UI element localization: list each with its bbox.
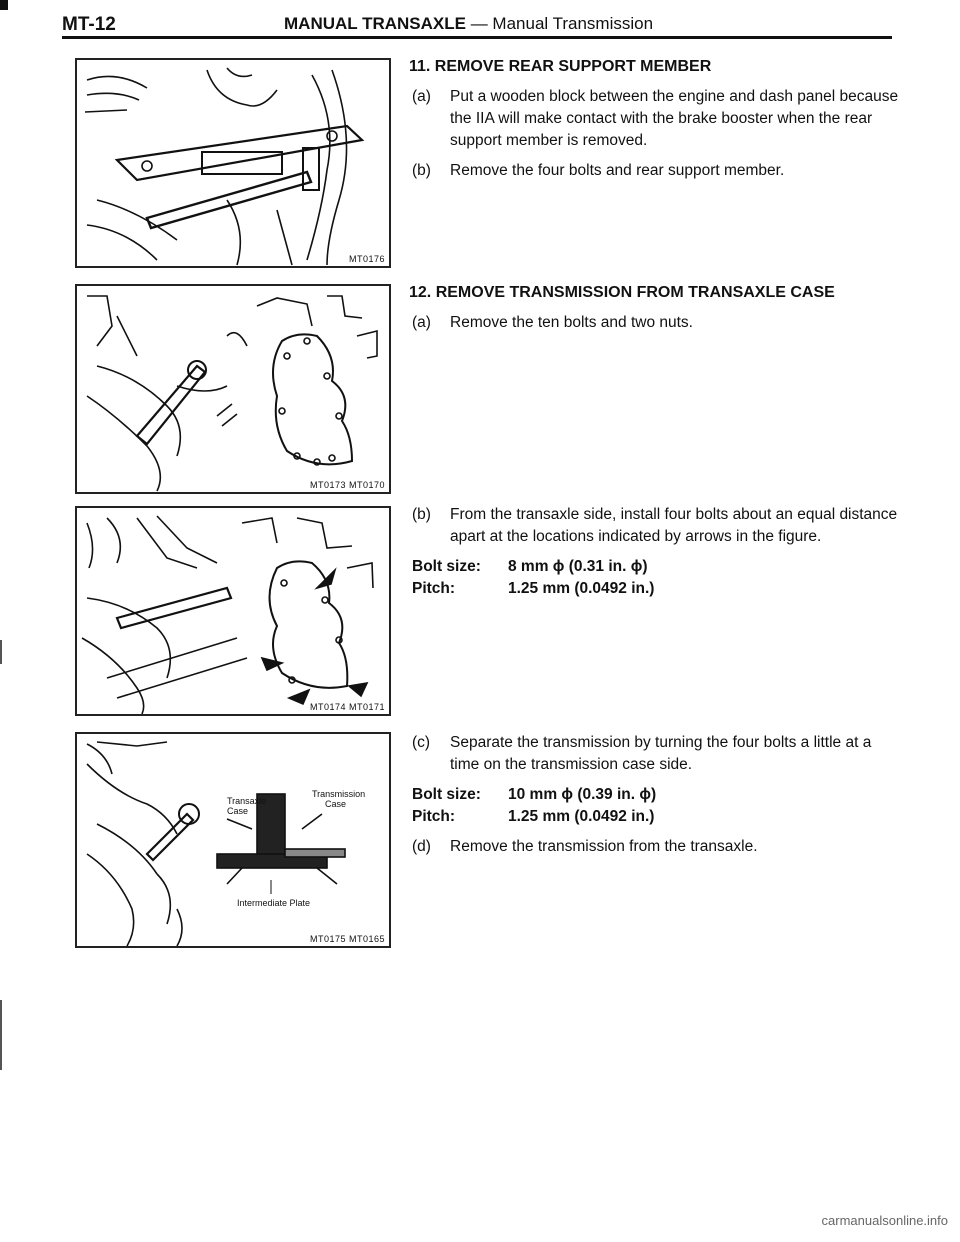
page-code: MT-12 xyxy=(62,14,116,35)
scan-edge-mark xyxy=(0,1000,2,1070)
spec-key: Pitch: xyxy=(412,808,456,825)
illustration-bolt-locations xyxy=(77,508,389,714)
label-case-left: Case xyxy=(227,806,249,816)
figure-remove-bolts xyxy=(75,284,391,494)
item-text: Separate the transmission by turning the four bolts a little at a time on the transmission case side. xyxy=(450,734,872,773)
chapter-title xyxy=(284,14,653,34)
label-case-right: Case xyxy=(325,799,347,809)
spec-value: 1.25 mm (0.0492 in.) xyxy=(508,808,655,825)
step-11-b xyxy=(412,160,902,182)
item-label: (a) xyxy=(412,314,431,331)
label-transaxle: Transaxle xyxy=(227,796,267,806)
item-text: Put a wooden block between the engine and dash panel because the IIA will make contact with the brake booster when the rear support member is removed. xyxy=(450,88,899,149)
step-12 xyxy=(409,282,902,334)
item-label: (c) xyxy=(412,734,431,751)
spec-key: Pitch: xyxy=(412,580,456,597)
spec-key: Bolt size: xyxy=(412,558,481,575)
header-rule xyxy=(62,36,892,39)
item-label: (a) xyxy=(412,88,431,105)
figure-install-bolts xyxy=(75,506,391,716)
step-12-title: 12. REMOVE TRANSMISSION FROM TRANSAXLE CASE xyxy=(409,284,835,301)
figure-code: MT0174 MT0171 xyxy=(309,702,385,712)
step-12-a xyxy=(412,312,902,334)
spec-value: 8 mm ϕ (0.31 in. ϕ) xyxy=(508,558,648,575)
step-12-b-block xyxy=(412,504,902,600)
chapter-title-rest: — Manual Transmission xyxy=(465,14,654,33)
spec-key: Bolt size: xyxy=(412,786,481,803)
step-12-d xyxy=(412,836,902,858)
bolt-spec-c xyxy=(412,784,902,828)
figure-code: MT0173 MT0170 xyxy=(309,480,385,490)
corner-mark xyxy=(0,0,8,10)
chapter-title-bold: MANUAL TRANSAXLE xyxy=(284,14,466,33)
item-text: Remove the transmission from the transaxle. xyxy=(450,838,758,855)
label-transmission: Transmission xyxy=(312,789,366,799)
figure-code: MT0176 xyxy=(348,254,385,264)
step-12-c xyxy=(412,732,902,776)
item-label: (b) xyxy=(412,506,431,523)
step-11-a xyxy=(412,86,902,152)
illustration-rear-support xyxy=(77,60,389,266)
step-12-cd-block xyxy=(412,732,902,858)
scan-edge-mark xyxy=(0,640,2,664)
illustration-intermediate-plate xyxy=(77,734,389,946)
illustration-transaxle-case xyxy=(77,286,389,492)
label-intermediate-plate: Intermediate Plate xyxy=(237,898,311,908)
item-text: From the transaxle side, install four bolts about an equal distance apart at the locations indicated by arrows in the figure. xyxy=(450,506,898,545)
watermark: carmanualsonline.info xyxy=(821,1213,948,1228)
item-text: Remove the ten bolts and two nuts. xyxy=(450,314,693,331)
spec-value: 1.25 mm (0.0492 in.) xyxy=(508,580,655,597)
item-label: (d) xyxy=(412,838,431,855)
item-label: (b) xyxy=(412,162,431,179)
figure-separate-transmission xyxy=(75,732,391,948)
step-11 xyxy=(409,56,902,182)
figure-code: MT0175 MT0165 xyxy=(309,934,385,944)
step-11-title: 11. REMOVE REAR SUPPORT MEMBER xyxy=(409,58,712,75)
figure-rear-support-member xyxy=(75,58,391,268)
spec-value: 10 mm ϕ (0.39 in. ϕ) xyxy=(508,786,657,803)
bolt-spec-b xyxy=(412,556,902,600)
item-text: Remove the four bolts and rear support member. xyxy=(450,162,785,179)
step-12-b xyxy=(412,504,902,548)
